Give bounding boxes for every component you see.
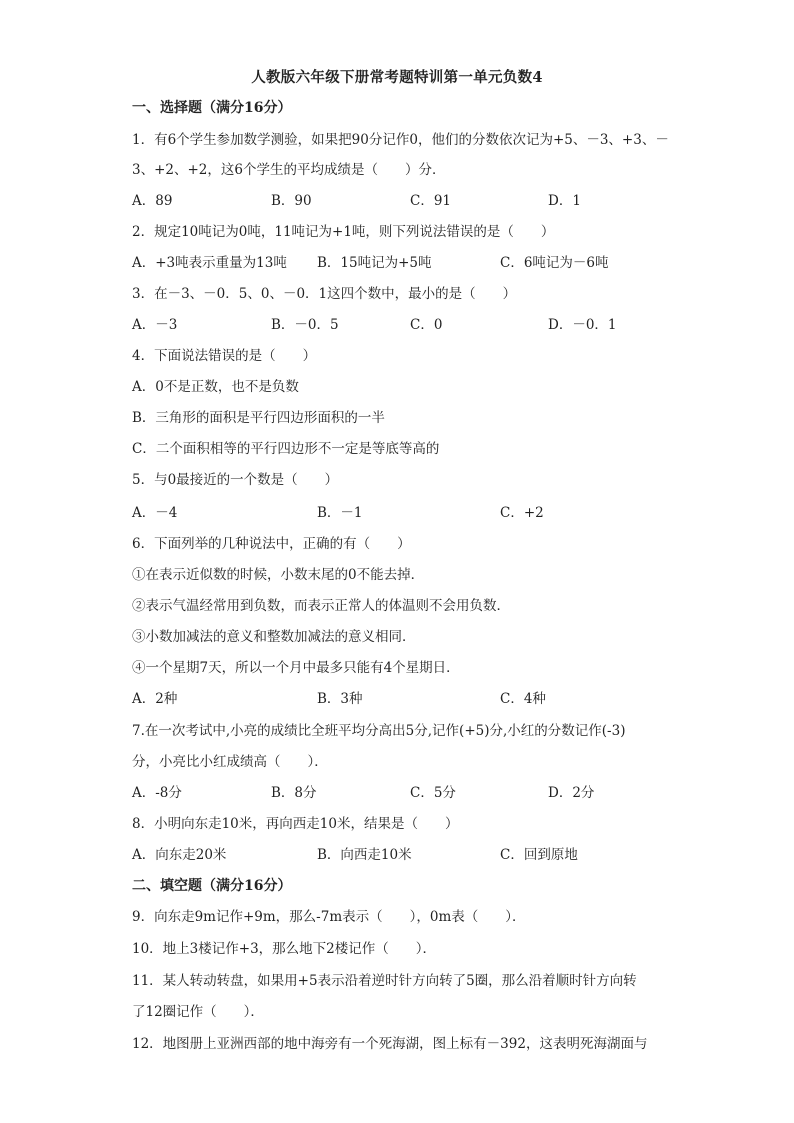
q6-statement-1: ①在表示近似数的时候，小数末尾的0不能去掉． [132, 567, 425, 583]
q1-option-b: B．90 [271, 193, 312, 209]
q5-option-a: A．－4 [132, 505, 178, 521]
question-5-line-1: 5．与0最接近的一个数是（ ） [132, 472, 339, 488]
question-7-line-1: 7.在一次考试中,小亮的成绩比全班平均分高出5分,记作(+5)分,小红的分数记作(-3) [132, 723, 626, 739]
question-10-line-1: 10．地上3楼记作+3，那么地下2楼记作（ ）． [132, 941, 437, 957]
q1-option-d: D．1 [548, 193, 581, 209]
section-choice-heading: 一、选择题（满分16分） [132, 100, 292, 116]
question-7-line-2: 分，小亮比小红成绩高（ ）． [132, 754, 328, 770]
question-8-line-1: 8．小明向东走10米，再向西走10米，结果是（ ） [132, 816, 459, 832]
q5-option-c: C．+2 [500, 505, 544, 521]
q6-option-b: B．3种 [317, 691, 363, 707]
q2-option-b: B．15吨记为+5吨 [317, 255, 432, 271]
q7-option-c: C．5分 [410, 785, 456, 801]
question-3-line-1: 3．在－3、－0．5、0、－0．1这四个数中，最小的是（ ） [132, 286, 517, 302]
q3-option-d: D．－0．1 [548, 317, 617, 333]
q3-option-a: A．－3 [132, 317, 178, 333]
q6-option-a: A．2种 [132, 691, 178, 707]
q8-option-a: A．向东走20米 [132, 847, 227, 863]
q1-option-a: A．89 [132, 193, 173, 209]
q6-statement-4: ④一个星期7天，所以一个月中最多只能有4个星期日． [132, 660, 460, 676]
q4-option-c: C．二个面积相等的平行四边形不一定是等底等高的 [132, 441, 440, 457]
page-title: 人教版六年级下册常考题特训第一单元负数4 [251, 69, 543, 86]
q4-option-b: B．三角形的面积是平行四边形面积的一半 [132, 410, 385, 426]
question-1-line-2: 3、+2、+2，这6个学生的平均成绩是（ ）分． [132, 162, 446, 178]
q5-option-b: B．－1 [317, 505, 363, 521]
q7-option-b: B．8分 [271, 785, 317, 801]
question-1-line-1: 1．有6个学生参加数学测验，如果把90分记作0，他们的分数依次记为+5、－3、+3、－ [132, 132, 669, 148]
question-11-line-2: 了12圈记作（ ）． [132, 1004, 264, 1020]
q8-option-b: B．向西走10米 [317, 847, 412, 863]
question-4-line-1: 4．下面说法错误的是（ ） [132, 348, 317, 364]
q6-option-c: C．4种 [500, 691, 546, 707]
q1-option-c: C．91 [410, 193, 452, 209]
question-2-line-1: 2．规定10吨记为0吨，11吨记为+1吨，则下列说法错误的是（ ） [132, 224, 555, 240]
question-9-line-1: 9．向东走9m记作+9m，那么-7m表示（ ），0m表（ ）． [132, 909, 526, 925]
q4-option-a: A．0不是正数，也不是负数 [132, 379, 299, 395]
question-12-line-1: 12．地图册上亚洲西部的地中海旁有一个死海湖，图上标有－392，这表明死海湖面与 [132, 1036, 648, 1052]
q6-statement-2: ②表示气温经常用到负数，而表示正常人的体温则不会用负数． [132, 598, 510, 614]
question-11-line-1: 11．某人转动转盘，如果用+5表示沿着逆时针方向转了5圈，那么沿着顺时针方向转 [132, 973, 637, 989]
q2-option-c: C．6吨记为－6吨 [500, 255, 609, 271]
q8-option-c: C．回到原地 [500, 847, 578, 863]
q3-option-c: C．0 [410, 317, 443, 333]
q3-option-b: B．－0．5 [271, 317, 339, 333]
q7-option-a: A．-8分 [132, 785, 182, 801]
section-fill-heading: 二、填空题（满分16分） [132, 878, 292, 894]
question-6-line-1: 6．下面列举的几种说法中，正确的有（ ） [132, 536, 411, 552]
q6-statement-3: ③小数加减法的意义和整数加减法的意义相同． [132, 629, 416, 645]
q2-option-a: A．+3吨表示重量为13吨 [132, 255, 287, 271]
q7-option-d: D．2分 [548, 785, 595, 801]
